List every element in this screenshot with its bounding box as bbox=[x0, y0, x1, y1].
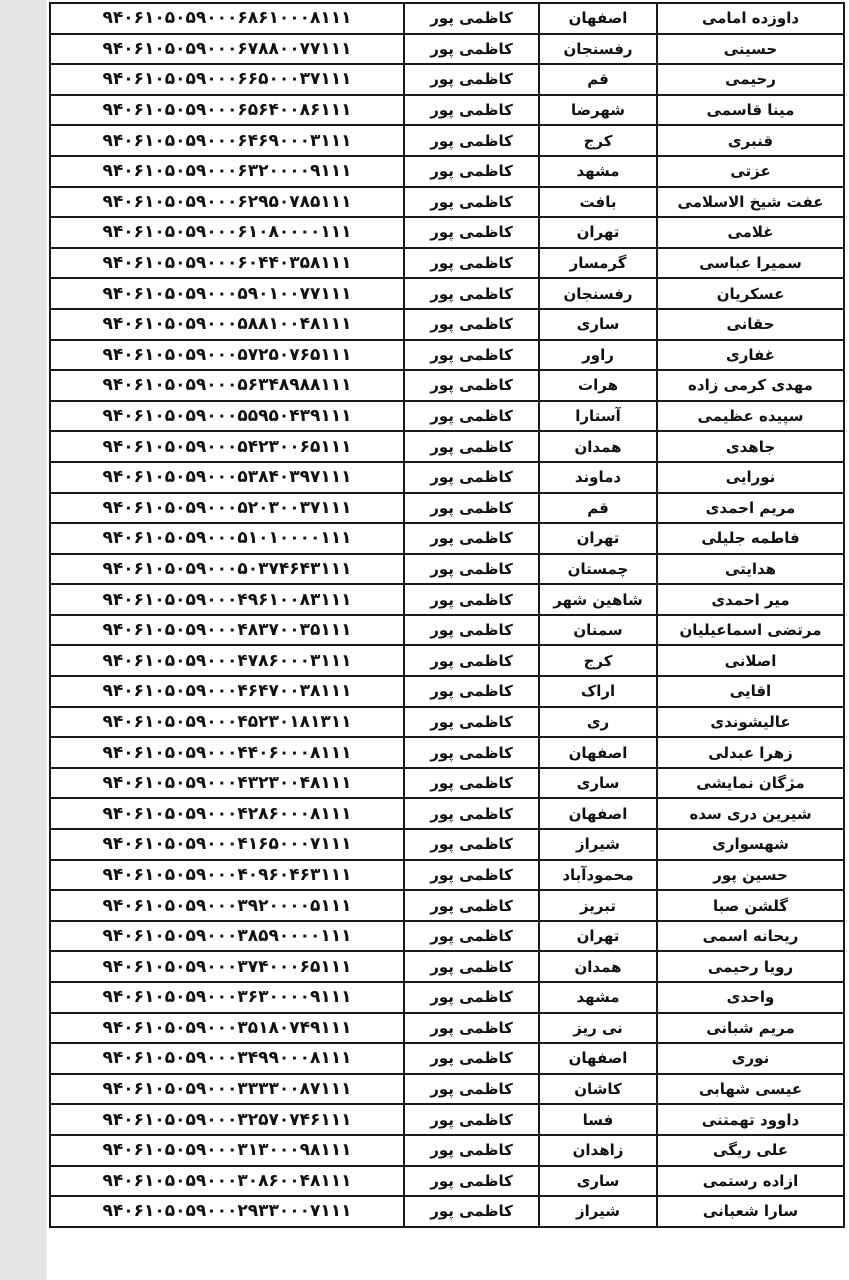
code-cell: ۹۴۰۶۱۰۵۰۵۹۰۰۰۳۱۳۰۰۰۹۸۱۱۱ bbox=[102, 1140, 352, 1161]
city-cell: گرمسار bbox=[538, 249, 656, 278]
code-cell: ۹۴۰۶۱۰۵۰۵۹۰۰۰۴۵۲۳۰۱۸۱۳۱۱ bbox=[102, 711, 352, 732]
code-cell: ۹۴۰۶۱۰۵۰۵۹۰۰۰۴۴۰۶۰۰۰۸۱۱۱ bbox=[102, 742, 352, 763]
school-cell: کاظمی پور bbox=[403, 677, 538, 706]
name-cell: عسکریان bbox=[656, 279, 843, 308]
name-cell: مرتضی اسماعیلیان bbox=[656, 616, 843, 645]
school-cell: کاظمی پور bbox=[403, 1044, 538, 1073]
table-row bbox=[51, 922, 843, 953]
city-cell: همدان bbox=[538, 432, 656, 461]
code-cell: ۹۴۰۶۱۰۵۰۵۹۰۰۰۶۲۹۵۰۷۸۵۱۱۱ bbox=[102, 191, 352, 212]
city-cell: زاهدان bbox=[538, 1136, 656, 1165]
city-cell: تهران bbox=[538, 218, 656, 247]
code-cell: ۹۴۰۶۱۰۵۰۵۹۰۰۰۴۳۲۳۰۰۴۸۱۱۱ bbox=[102, 773, 352, 794]
table-row bbox=[51, 708, 843, 739]
city-cell: کرج bbox=[538, 126, 656, 155]
code-cell: ۹۴۰۶۱۰۵۰۵۹۰۰۰۴۹۶۱۰۰۸۳۱۱۱ bbox=[102, 589, 352, 610]
school-cell: کاظمی پور bbox=[403, 1014, 538, 1043]
school-cell: کاظمی پور bbox=[403, 279, 538, 308]
city-cell: ساری bbox=[538, 1167, 656, 1196]
code-cell: ۹۴۰۶۱۰۵۰۵۹۰۰۰۳۴۹۹۰۰۰۸۱۱۱ bbox=[102, 1048, 352, 1069]
table-row bbox=[51, 861, 843, 892]
name-cell: عزتی bbox=[656, 157, 843, 186]
code-cell: ۹۴۰۶۱۰۵۰۵۹۰۰۰۵۲۰۳۰۰۳۷۱۱۱ bbox=[102, 497, 352, 518]
city-cell: شهرضا bbox=[538, 96, 656, 125]
code-cell: ۹۴۰۶۱۰۵۰۵۹۰۰۰۳۰۸۶۰۰۴۸۱۱۱ bbox=[102, 1170, 352, 1191]
school-cell: کاظمی پور bbox=[403, 157, 538, 186]
school-cell: کاظمی پور bbox=[403, 1197, 538, 1226]
table-row bbox=[51, 96, 843, 127]
city-cell: اصفهان bbox=[538, 738, 656, 767]
code-cell: ۹۴۰۶۱۰۵۰۵۹۰۰۰۴۶۴۷۰۰۳۸۱۱۱ bbox=[102, 681, 352, 702]
school-cell: کاظمی پور bbox=[403, 799, 538, 828]
school-cell: کاظمی پور bbox=[403, 830, 538, 859]
city-cell: آستارا bbox=[538, 402, 656, 431]
table-row bbox=[51, 891, 843, 922]
city-cell: چمستان bbox=[538, 555, 656, 584]
city-cell: کرج bbox=[538, 646, 656, 675]
table-row bbox=[51, 249, 843, 280]
name-cell: شیرین دری سده bbox=[656, 799, 843, 828]
code-cell: ۹۴۰۶۱۰۵۰۵۹۰۰۰۴۱۶۵۰۰۰۷۱۱۱ bbox=[102, 834, 352, 855]
school-cell: کاظمی پور bbox=[403, 126, 538, 155]
table-row bbox=[51, 157, 843, 188]
code-cell: ۹۴۰۶۱۰۵۰۵۹۰۰۰۳۲۵۷۰۷۴۶۱۱۱ bbox=[102, 1109, 352, 1130]
code-cell: ۹۴۰۶۱۰۵۰۵۹۰۰۰۵۶۳۴۸۹۸۸۱۱۱ bbox=[102, 375, 352, 396]
name-cell: نورایی bbox=[656, 463, 843, 492]
table-row bbox=[51, 799, 843, 830]
school-cell: کاظمی پور bbox=[403, 861, 538, 890]
name-cell: فاطمه جلیلی bbox=[656, 524, 843, 553]
school-cell: کاظمی پور bbox=[403, 524, 538, 553]
name-cell: داوود تهمتنی bbox=[656, 1105, 843, 1134]
city-cell: نی ریز bbox=[538, 1014, 656, 1043]
school-cell: کاظمی پور bbox=[403, 891, 538, 920]
table-row bbox=[51, 952, 843, 983]
code-cell: ۹۴۰۶۱۰۵۰۵۹۰۰۰۳۷۴۰۰۰۶۵۱۱۱ bbox=[102, 956, 352, 977]
city-cell: شیراز bbox=[538, 830, 656, 859]
city-cell: ری bbox=[538, 708, 656, 737]
school-cell: کاظمی پور bbox=[403, 922, 538, 951]
city-cell: اصفهان bbox=[538, 4, 656, 33]
table-row bbox=[51, 1105, 843, 1136]
name-cell: واحدی bbox=[656, 983, 843, 1012]
school-cell: کاظمی پور bbox=[403, 35, 538, 64]
school-cell: کاظمی پور bbox=[403, 188, 538, 217]
school-cell: کاظمی پور bbox=[403, 341, 538, 370]
code-cell: ۹۴۰۶۱۰۵۰۵۹۰۰۰۳۸۵۹۰۰۰۰۱۱۱ bbox=[102, 926, 352, 947]
table-row bbox=[51, 1075, 843, 1106]
city-cell: اصفهان bbox=[538, 1044, 656, 1073]
name-cell: مژگان نمایشی bbox=[656, 769, 843, 798]
school-cell: کاظمی پور bbox=[403, 738, 538, 767]
table-row bbox=[51, 432, 843, 463]
code-cell: ۹۴۰۶۱۰۵۰۵۹۰۰۰۶۳۲۰۰۰۰۹۱۱۱ bbox=[102, 161, 352, 182]
page-left-margin bbox=[0, 0, 47, 1280]
table-row bbox=[51, 1197, 843, 1228]
city-cell: قم bbox=[538, 494, 656, 523]
school-cell: کاظمی پور bbox=[403, 432, 538, 461]
school-cell: کاظمی پور bbox=[403, 555, 538, 584]
code-cell: ۹۴۰۶۱۰۵۰۵۹۰۰۰۵۸۸۱۰۰۴۸۱۱۱ bbox=[102, 314, 352, 335]
table-row bbox=[51, 1167, 843, 1198]
name-cell: مریم احمدی bbox=[656, 494, 843, 523]
school-cell: کاظمی پور bbox=[403, 1105, 538, 1134]
name-cell: غلامی bbox=[656, 218, 843, 247]
name-cell: قنبری bbox=[656, 126, 843, 155]
table-row bbox=[51, 738, 843, 769]
table-row bbox=[51, 494, 843, 525]
name-cell: عفت شیخ الاسلامی bbox=[656, 188, 843, 217]
code-cell: ۹۴۰۶۱۰۵۰۵۹۰۰۰۶۱۰۸۰۰۰۰۱۱۱ bbox=[102, 222, 352, 243]
city-cell: اصفهان bbox=[538, 799, 656, 828]
code-cell: ۹۴۰۶۱۰۵۰۵۹۰۰۰۵۹۰۱۰۰۷۷۱۱۱ bbox=[102, 283, 352, 304]
city-cell: شیراز bbox=[538, 1197, 656, 1226]
code-cell: ۹۴۰۶۱۰۵۰۵۹۰۰۰۴۲۸۶۰۰۰۸۱۱۱ bbox=[102, 803, 352, 824]
school-cell: کاظمی پور bbox=[403, 952, 538, 981]
city-cell: تهران bbox=[538, 922, 656, 951]
school-cell: کاظمی پور bbox=[403, 1136, 538, 1165]
city-cell: محمودآباد bbox=[538, 861, 656, 890]
name-cell: گلشن صبا bbox=[656, 891, 843, 920]
city-cell: اراک bbox=[538, 677, 656, 706]
name-cell: میر احمدی bbox=[656, 585, 843, 614]
code-cell: ۹۴۰۶۱۰۵۰۵۹۰۰۰۵۷۲۵۰۷۶۵۱۱۱ bbox=[102, 344, 352, 365]
name-cell: غفاری bbox=[656, 341, 843, 370]
table-row bbox=[51, 677, 843, 708]
name-cell: اصلانی bbox=[656, 646, 843, 675]
city-cell: هرات bbox=[538, 371, 656, 400]
city-cell: ساری bbox=[538, 310, 656, 339]
table-row bbox=[51, 769, 843, 800]
city-cell: کاشان bbox=[538, 1075, 656, 1104]
name-cell: سمیرا عباسی bbox=[656, 249, 843, 278]
school-cell: کاظمی پور bbox=[403, 494, 538, 523]
table-row bbox=[51, 524, 843, 555]
code-cell: ۹۴۰۶۱۰۵۰۵۹۰۰۰۴۰۹۶۰۴۶۳۱۱۱ bbox=[102, 864, 352, 885]
school-cell: کاظمی پور bbox=[403, 983, 538, 1012]
table-row bbox=[51, 555, 843, 586]
table-row bbox=[51, 1044, 843, 1075]
code-cell: ۹۴۰۶۱۰۵۰۵۹۰۰۰۶۰۴۴۰۳۵۸۱۱۱ bbox=[102, 253, 352, 274]
city-cell: رفسنجان bbox=[538, 35, 656, 64]
table-row bbox=[51, 616, 843, 647]
code-cell: ۹۴۰۶۱۰۵۰۵۹۰۰۰۵۱۰۱۰۰۰۰۱۱۱ bbox=[102, 528, 352, 549]
school-cell: کاظمی پور bbox=[403, 616, 538, 645]
table-row bbox=[51, 4, 843, 35]
table-row bbox=[51, 310, 843, 341]
name-cell: حقانی bbox=[656, 310, 843, 339]
code-cell: ۹۴۰۶۱۰۵۰۵۹۰۰۰۶۴۶۹۰۰۰۳۱۱۱ bbox=[102, 130, 352, 151]
code-cell: ۹۴۰۶۱۰۵۰۵۹۰۰۰۶۷۸۸۰۰۷۷۱۱۱ bbox=[102, 38, 352, 59]
code-cell: ۹۴۰۶۱۰۵۰۵۹۰۰۰۳۹۲۰۰۰۰۵۱۱۱ bbox=[102, 895, 352, 916]
records-table bbox=[49, 2, 845, 1228]
code-cell: ۹۴۰۶۱۰۵۰۵۹۰۰۰۵۴۲۳۰۰۶۵۱۱۱ bbox=[102, 436, 352, 457]
name-cell: رحیمی bbox=[656, 65, 843, 94]
city-cell: تهران bbox=[538, 524, 656, 553]
table-row bbox=[51, 1136, 843, 1167]
city-cell: ساری bbox=[538, 769, 656, 798]
name-cell: مریم شبانی bbox=[656, 1014, 843, 1043]
name-cell: ریحانه اسمی bbox=[656, 922, 843, 951]
table-row bbox=[51, 126, 843, 157]
school-cell: کاظمی پور bbox=[403, 402, 538, 431]
name-cell: هدایتی bbox=[656, 555, 843, 584]
code-cell: ۹۴۰۶۱۰۵۰۵۹۰۰۰۴۷۸۶۰۰۰۳۱۱۱ bbox=[102, 650, 352, 671]
table-row bbox=[51, 188, 843, 219]
school-cell: کاظمی پور bbox=[403, 4, 538, 33]
name-cell: سپیده عظیمی bbox=[656, 402, 843, 431]
school-cell: کاظمی پور bbox=[403, 1167, 538, 1196]
school-cell: کاظمی پور bbox=[403, 218, 538, 247]
name-cell: مهدی کرمی زاده bbox=[656, 371, 843, 400]
city-cell: شاهین شهر bbox=[538, 585, 656, 614]
name-cell: نوری bbox=[656, 1044, 843, 1073]
name-cell: شهسواری bbox=[656, 830, 843, 859]
table-row bbox=[51, 463, 843, 494]
school-cell: کاظمی پور bbox=[403, 1075, 538, 1104]
code-cell: ۹۴۰۶۱۰۵۰۵۹۰۰۰۴۸۳۷۰۰۳۵۱۱۱ bbox=[102, 620, 352, 641]
table-row bbox=[51, 35, 843, 66]
name-cell: داوزده امامی bbox=[656, 4, 843, 33]
school-cell: کاظمی پور bbox=[403, 65, 538, 94]
city-cell: رفسنجان bbox=[538, 279, 656, 308]
code-cell: ۹۴۰۶۱۰۵۰۵۹۰۰۰۶۶۵۰۰۰۳۷۱۱۱ bbox=[102, 69, 352, 90]
city-cell: بافت bbox=[538, 188, 656, 217]
school-cell: کاظمی پور bbox=[403, 249, 538, 278]
city-cell: تبریز bbox=[538, 891, 656, 920]
school-cell: کاظمی پور bbox=[403, 371, 538, 400]
code-cell: ۹۴۰۶۱۰۵۰۵۹۰۰۰۶۸۶۱۰۰۰۸۱۱۱ bbox=[102, 8, 352, 29]
school-cell: کاظمی پور bbox=[403, 310, 538, 339]
city-cell: همدان bbox=[538, 952, 656, 981]
code-cell: ۹۴۰۶۱۰۵۰۵۹۰۰۰۳۵۱۸۰۷۴۹۱۱۱ bbox=[102, 1017, 352, 1038]
code-cell: ۹۴۰۶۱۰۵۰۵۹۰۰۰۵۵۹۵۰۴۳۹۱۱۱ bbox=[102, 406, 352, 427]
city-cell: فسا bbox=[538, 1105, 656, 1134]
table-row bbox=[51, 585, 843, 616]
school-cell: کاظمی پور bbox=[403, 769, 538, 798]
school-cell: کاظمی پور bbox=[403, 585, 538, 614]
table-row bbox=[51, 983, 843, 1014]
table-row bbox=[51, 371, 843, 402]
name-cell: ازاده رستمی bbox=[656, 1167, 843, 1196]
name-cell: عیسی شهابی bbox=[656, 1075, 843, 1104]
code-cell: ۹۴۰۶۱۰۵۰۵۹۰۰۰۶۵۶۴۰۰۸۶۱۱۱ bbox=[102, 100, 352, 121]
name-cell: سارا شعبانی bbox=[656, 1197, 843, 1226]
table-row bbox=[51, 830, 843, 861]
table-row bbox=[51, 279, 843, 310]
code-cell: ۹۴۰۶۱۰۵۰۵۹۰۰۰۳۶۳۰۰۰۰۹۱۱۱ bbox=[102, 987, 352, 1008]
city-cell: قم bbox=[538, 65, 656, 94]
name-cell: حسینی bbox=[656, 35, 843, 64]
table-row bbox=[51, 65, 843, 96]
school-cell: کاظمی پور bbox=[403, 646, 538, 675]
table-row bbox=[51, 341, 843, 372]
name-cell: رویا رحیمی bbox=[656, 952, 843, 981]
name-cell: اقایی bbox=[656, 677, 843, 706]
school-cell: کاظمی پور bbox=[403, 708, 538, 737]
code-cell: ۹۴۰۶۱۰۵۰۵۹۰۰۰۵۰۳۷۴۶۴۳۱۱۱ bbox=[102, 558, 352, 579]
city-cell: سمنان bbox=[538, 616, 656, 645]
school-cell: کاظمی پور bbox=[403, 463, 538, 492]
code-cell: ۹۴۰۶۱۰۵۰۵۹۰۰۰۵۳۸۴۰۳۹۷۱۱۱ bbox=[102, 467, 352, 488]
name-cell: حسین پور bbox=[656, 861, 843, 890]
name-cell: عالیشوندی bbox=[656, 708, 843, 737]
name-cell: علی ریگی bbox=[656, 1136, 843, 1165]
table-row bbox=[51, 1014, 843, 1045]
name-cell: زهرا عبدلی bbox=[656, 738, 843, 767]
code-cell: ۹۴۰۶۱۰۵۰۵۹۰۰۰۳۳۳۳۰۰۸۷۱۱۱ bbox=[102, 1079, 352, 1100]
city-cell: راور bbox=[538, 341, 656, 370]
name-cell: مینا قاسمی bbox=[656, 96, 843, 125]
name-cell: جاهدی bbox=[656, 432, 843, 461]
school-cell: کاظمی پور bbox=[403, 96, 538, 125]
city-cell: مشهد bbox=[538, 157, 656, 186]
table-row bbox=[51, 218, 843, 249]
table-row bbox=[51, 402, 843, 433]
code-cell: ۹۴۰۶۱۰۵۰۵۹۰۰۰۲۹۳۳۰۰۰۷۱۱۱ bbox=[102, 1201, 352, 1222]
table-row bbox=[51, 646, 843, 677]
city-cell: مشهد bbox=[538, 983, 656, 1012]
city-cell: دماوند bbox=[538, 463, 656, 492]
